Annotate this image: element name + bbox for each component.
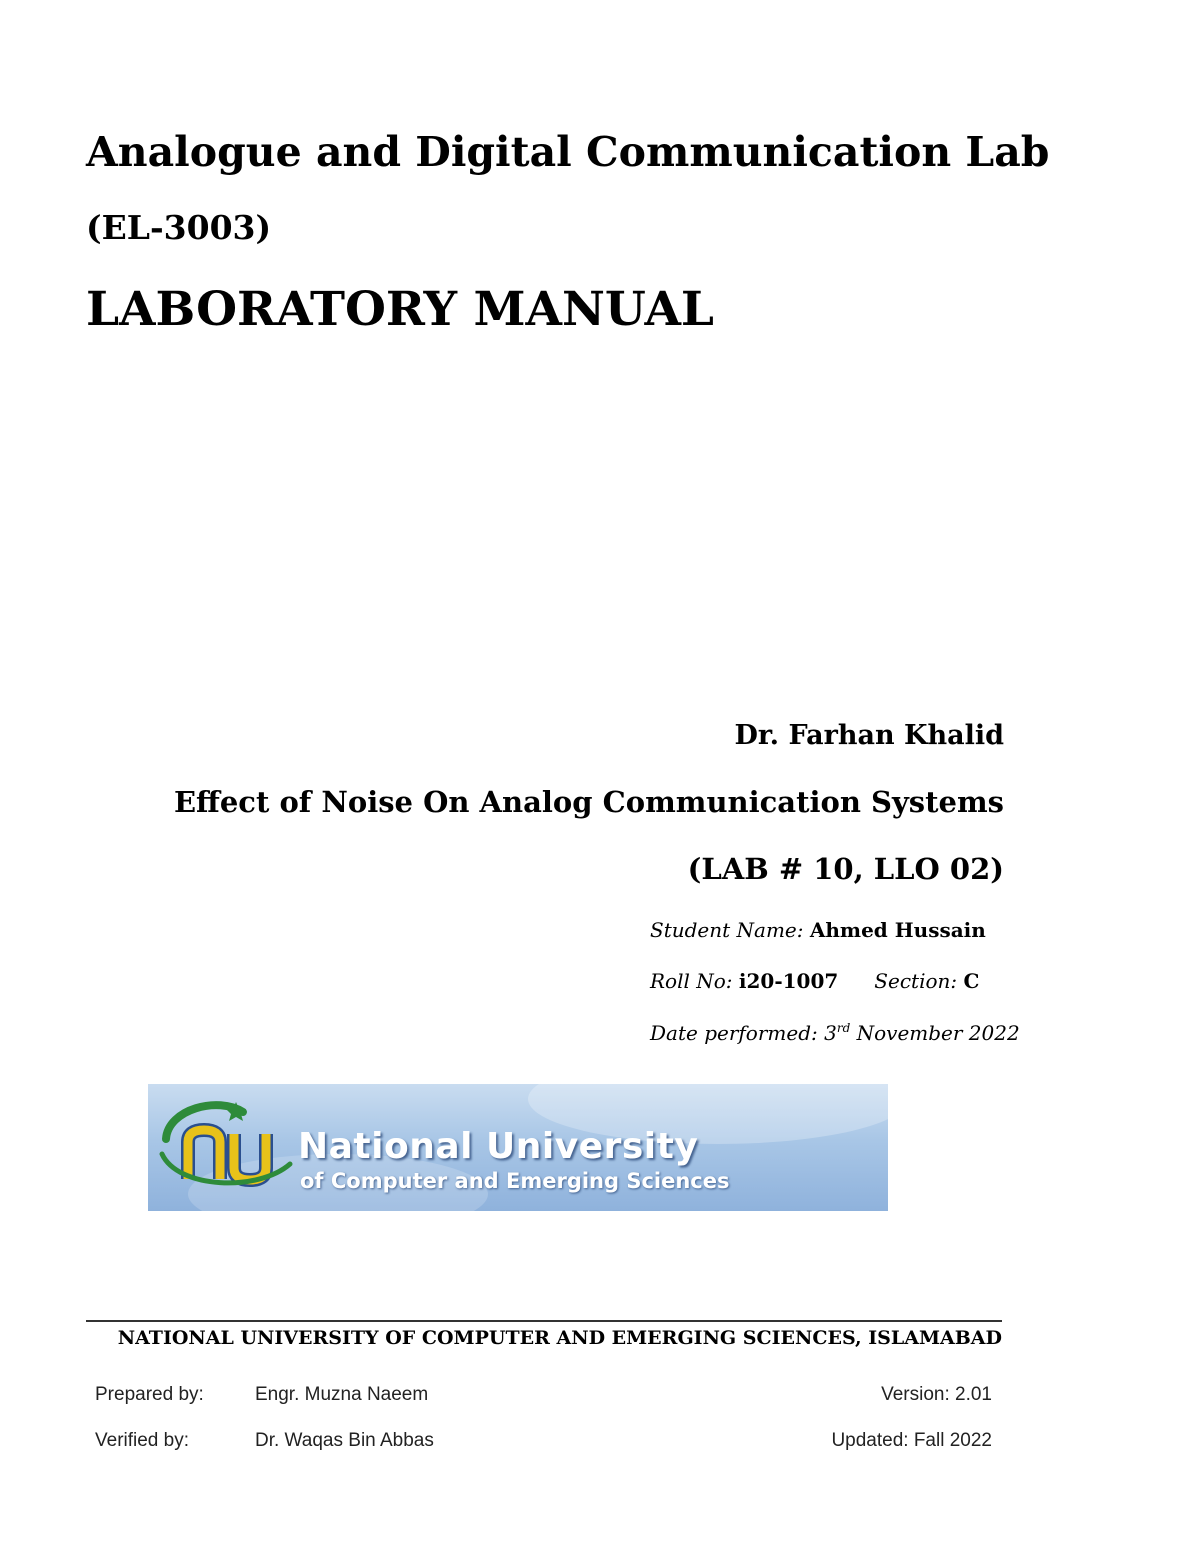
footer-institution: NATIONAL UNIVERSITY OF COMPUTER AND EMERGING SCIENCES, ISLAMABAD bbox=[117, 1327, 1002, 1349]
lab-number: (LAB # 10, LLO 02) bbox=[687, 852, 1004, 886]
course-code: (EL-3003) bbox=[86, 208, 272, 247]
student-name-label: Student Name: bbox=[650, 918, 804, 942]
logo-university-subtitle: of Computer and Emerging Sciences bbox=[300, 1169, 730, 1193]
updated-text: Updated: Fall 2022 bbox=[831, 1430, 992, 1451]
lab-title: Effect of Noise On Analog Communication Systems bbox=[173, 785, 1004, 819]
course-title: Analogue and Digital Communication Lab bbox=[86, 128, 1050, 176]
verified-by-label: Verified by: bbox=[95, 1430, 189, 1451]
nu-emblem-icon bbox=[158, 1094, 298, 1194]
roll-label: Roll No: bbox=[650, 969, 733, 993]
document-type-heading: LABORATORY MANUAL bbox=[86, 282, 714, 337]
date-performed-line bbox=[650, 1021, 1020, 1045]
verified-by-value: Dr. Waqas Bin Abbas bbox=[255, 1430, 434, 1451]
prepared-by-label: Prepared by: bbox=[95, 1384, 204, 1405]
date-rest: November 2022 bbox=[850, 1021, 1020, 1045]
footer-divider bbox=[86, 1320, 1002, 1322]
roll-value: i20-1007 bbox=[738, 969, 839, 993]
student-name-line bbox=[650, 918, 986, 942]
instructor-name: Dr. Farhan Khalid bbox=[734, 720, 1004, 751]
date-ordinal: rd bbox=[836, 1021, 851, 1035]
roll-section-line bbox=[650, 969, 979, 993]
section-value: C bbox=[963, 969, 980, 993]
prepared-by-value: Engr. Muzna Naeem bbox=[255, 1384, 429, 1405]
university-logo-banner bbox=[148, 1084, 888, 1211]
student-name-value: Ahmed Hussain bbox=[809, 918, 986, 942]
version-text: Version: 2.01 bbox=[881, 1384, 992, 1405]
section-label: Section: bbox=[874, 969, 958, 993]
logo-university-name: National University bbox=[298, 1126, 699, 1167]
date-label: Date performed: 3 bbox=[650, 1021, 837, 1045]
